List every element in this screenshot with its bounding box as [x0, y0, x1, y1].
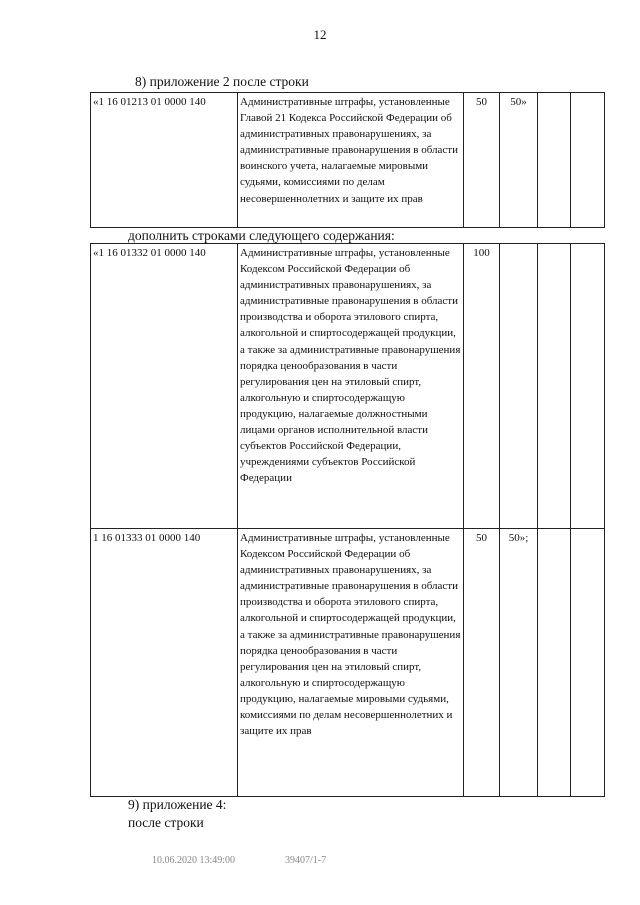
- table-1: [90, 92, 605, 228]
- empty-cell: [538, 529, 571, 797]
- empty-cell: [571, 244, 605, 529]
- table-2: [90, 243, 605, 797]
- value-cell-2: 50»: [500, 93, 538, 228]
- budget-code-cell: «1 16 01332 01 0000 140: [91, 244, 238, 529]
- value-cell-2: 50»;: [500, 529, 538, 797]
- item-8-heading: 8) приложение 2 после строки: [135, 74, 309, 89]
- value-cell-1: 100: [464, 244, 500, 529]
- description-cell: Административные штрафы, установленные Кодексом Российской Федерации об административных правонарушениях, за административные правонарушения в области производства и оборота этилового спирта, алкогольной и спиртосодержащей продукции, а также за административные правонарушения порядка ценообразования в части регулирования цен на этиловый спирт, алкогольную и спиртосодержащую продукцию, налагаемые должностными лицами органов исполнительной власти субъектов Российской Федерации, учреждениями субъектов Российской Федерации: [238, 244, 464, 529]
- footer-timestamp: 10.06.2020 13:49:00: [152, 855, 236, 866]
- supplement-line: дополнить строками следующего содержания:: [128, 228, 395, 243]
- page-number: 12: [313, 27, 327, 42]
- value-cell-2: [500, 244, 538, 529]
- empty-cell: [571, 529, 605, 797]
- value-cell-1: 50: [464, 529, 500, 797]
- empty-cell: [538, 244, 571, 529]
- value-cell-1: 50: [464, 93, 500, 228]
- table-row: [91, 244, 605, 529]
- after-line: после строки: [128, 815, 204, 830]
- empty-cell: [571, 93, 605, 228]
- description-cell: Административные штрафы, установленные Кодексом Российской Федерации об административных правонарушениях, за административные правонарушения в области производства и оборота этилового спирта, алкогольной и спиртосодержащей продукции, а также за административные правонарушения порядка ценообразования в части регулирования цен на этиловый спирт, алкогольную и спиртосодержащую продукцию, налагаемые мировыми судьями, комиссиями по делам несовершеннолетних и защите их прав: [238, 529, 464, 797]
- description-cell: Административные штрафы, установленные Главой 21 Кодекса Российской Федерации об административных правонарушениях, за административные правонарушения в области воинского учета, налагаемые мировыми судьями, комиссиями по делам несовершеннолетних и защите их прав: [238, 93, 464, 228]
- empty-cell: [538, 93, 571, 228]
- footer-doc-id: 39407/1-7: [285, 855, 327, 866]
- budget-code-cell: 1 16 01333 01 0000 140: [91, 529, 238, 797]
- item-9-heading: 9) приложение 4:: [128, 797, 227, 812]
- budget-code-cell: «1 16 01213 01 0000 140: [91, 93, 238, 228]
- table-row: [91, 93, 605, 228]
- table-row: [91, 529, 605, 797]
